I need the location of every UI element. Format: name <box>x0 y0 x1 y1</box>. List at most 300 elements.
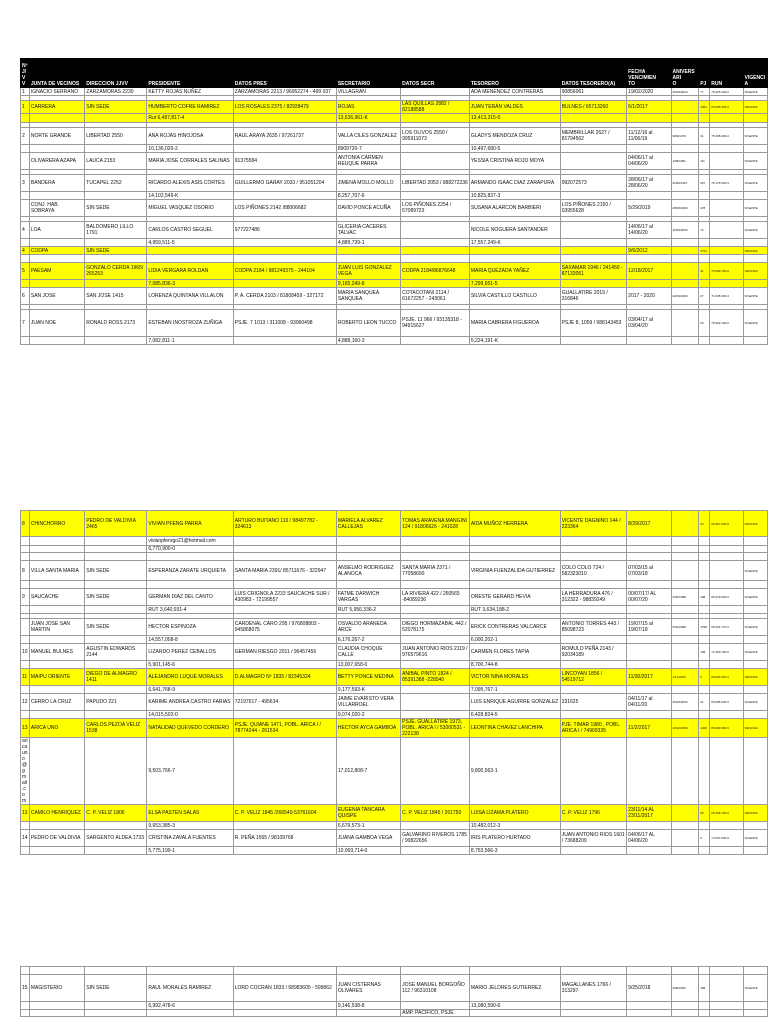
cell-num: 8 <box>21 561 30 581</box>
cell-fecha <box>627 644 671 661</box>
cell-junta <box>29 255 84 263</box>
cell-presidente: LIZARDO PEREZ CEBALLOS <box>147 644 233 661</box>
cell-presidente: MARIA JOSE CORRALES SALINAS <box>147 153 233 170</box>
cell-datos-secr <box>401 192 470 200</box>
cell-direccion <box>85 661 147 669</box>
cell-vigencia: VIGENTE <box>743 830 767 847</box>
cell-fecha <box>627 553 671 561</box>
cell-run <box>710 192 743 200</box>
cell-direccion <box>85 280 147 288</box>
cell-aniversario <box>671 686 699 694</box>
cell-fecha: 5/29/2019 <box>627 200 671 217</box>
cell-direccion: SARGENTO ALDEA 1733 <box>85 830 147 847</box>
cell-datos-tes <box>560 546 626 553</box>
cell-tesorero: ARMANDO ISAAC DIAZ ZARAPURA <box>469 175 560 192</box>
cell-aniversario <box>671 145 699 153</box>
cell-run <box>710 537 743 546</box>
cell-datos-pres: CODPA 2184 / 981249375 - 244104 <box>233 263 336 280</box>
cell-tesorero: CARMEN FLORES TAPIA <box>469 644 560 661</box>
cell-tesorero: IRIS PLATERO HURTADO <box>469 830 560 847</box>
cell-vigencia: VIGENTE <box>743 288 767 305</box>
cell-pj <box>699 114 710 123</box>
cell-tesorero <box>469 967 560 975</box>
col-presidente: PRESIDENTE <box>147 59 233 88</box>
cell-pj <box>699 822 710 830</box>
cell-fecha: 19/07/15 al 19/07/18 <box>627 619 671 636</box>
cell-presidente: 7,085,836-3 <box>147 280 233 288</box>
cell-datos-tes <box>560 847 626 855</box>
col-fecha: FECHA VENCIMIEN TO <box>627 59 671 88</box>
cell-direccion: SIN SEDE <box>85 619 147 636</box>
cell-secretario: VILLAGRAN <box>336 88 400 96</box>
cell-pj: 77 <box>699 88 710 96</box>
cell-direccion: SIN SEDE <box>85 247 147 255</box>
cell-run: 71.605.600-3 <box>710 288 743 305</box>
cell-tesorero: MARIO JELDRES GUTIERREZ <box>469 975 560 1002</box>
cell-vigencia: VIGENTE <box>743 589 767 606</box>
cell-pj: 111 <box>699 153 710 170</box>
cell-tesorero: LUIS ENRIQUE AGUIRRE GONZALEZ <box>469 694 560 711</box>
cell-tesorero: SILVIA CASTILLO CASTILLO <box>469 288 560 305</box>
cell-num: 4 <box>21 247 30 255</box>
cell-aniversario <box>671 581 699 589</box>
cell-datos-secr <box>401 738 470 805</box>
cell-fecha: 9/6/2012 <box>627 247 671 255</box>
cell-direccion: AGUSTIN EDWARDS 2144 <box>85 644 147 661</box>
cell-num: 8 <box>21 511 30 537</box>
cell-datos-tes: SAXAMAR 1946 / 241450 - 87133051 <box>560 263 626 280</box>
cell-junta: LOA <box>29 222 84 239</box>
cell-secretario: 13,636,961-K <box>336 114 400 123</box>
cell-fecha: 28/06/17 al 28/06/20 <box>627 175 671 192</box>
cell-tesorero: 6,428,824-5 <box>469 711 560 719</box>
cell-presidente: 14,102,549-K <box>147 192 233 200</box>
cell-vigencia <box>743 606 767 614</box>
cell-aniversario <box>671 280 699 288</box>
cell-junta: JUAN NOE <box>29 310 84 337</box>
cell-vigencia: VIGENTE <box>743 619 767 636</box>
cell-tesorero: 17,557,249-K <box>469 239 560 247</box>
cell-presidente: 10,136,020-2 <box>147 145 233 153</box>
cell-datos-secr <box>401 581 470 589</box>
cell-secretario: JUAN LUIS GONZALEZ VEGA <box>336 263 400 280</box>
cell-num: 7 <box>21 310 30 337</box>
cell-num <box>21 619 30 636</box>
table-row <box>21 145 768 153</box>
cell-fecha <box>627 636 671 644</box>
cell-vigencia: VIGENTE <box>743 200 767 217</box>
table-row <box>21 1010 768 1017</box>
cell-tesorero: NICOLE NOGUERA SANTANDER <box>469 222 560 239</box>
cell-fecha: 9/25/2018 <box>627 975 671 1002</box>
cell-run: 65.079.500-5 <box>710 589 743 606</box>
cell-run <box>710 581 743 589</box>
cell-datos-secr <box>401 222 470 239</box>
cell-datos-pres <box>233 553 336 561</box>
cell-num: 5 <box>21 263 30 280</box>
cell-junta: SAN JOSE <box>29 288 84 305</box>
table-row <box>21 805 768 822</box>
cell-aniversario <box>671 661 699 669</box>
cell-direccion <box>85 546 147 553</box>
cell-presidente: LIDIA VERGARA ROLDAN <box>147 263 233 280</box>
cell-direccion <box>85 192 147 200</box>
cell-vigencia: VIGENTE <box>743 175 767 192</box>
cell-datos-tes <box>560 239 626 247</box>
cell-tesorero: MARIA CABRERA FIGUEROA <box>469 310 560 337</box>
cell-datos-pres: ARTURO BUITANO 116 / 98497782 - 324613 <box>233 511 336 537</box>
cell-datos-tes <box>560 738 626 805</box>
cell-tesorero: VICTOR NINA MORALES <box>469 669 560 686</box>
cell-pj: 31 <box>699 263 710 280</box>
cell-fecha: 00/07/17/ AL 00/07/20 <box>627 589 671 606</box>
cell-num <box>21 661 30 669</box>
cell-pj <box>699 581 710 589</box>
cell-aniversario: 2/06/1998 <box>671 589 699 606</box>
cell-datos-tes <box>560 606 626 614</box>
cell-datos-tes: 992072573 <box>560 175 626 192</box>
cell-direccion: SIN SEDE <box>85 589 147 606</box>
cell-run <box>710 145 743 153</box>
table-row <box>21 553 768 561</box>
cell-num: 3 <box>21 175 30 192</box>
cell-tesorero <box>469 553 560 561</box>
cell-fecha <box>627 686 671 694</box>
cell-direccion <box>85 847 147 855</box>
cell-num: 6 <box>21 288 30 305</box>
cell-datos-pres <box>233 967 336 975</box>
cell-presidente <box>147 553 233 561</box>
cell-vigencia <box>743 581 767 589</box>
cell-fecha: 11/2/2017 <box>627 719 671 738</box>
cell-presidente: ALEJANDRO LUQUE MORALES <box>147 669 233 686</box>
table-row <box>21 153 768 170</box>
cell-run <box>710 738 743 805</box>
cell-aniversario <box>671 192 699 200</box>
cell-datos-pres: RAUL ARAYA 2635 / 97261737 <box>233 128 336 145</box>
cell-presidente: 9,653,385-3 <box>147 822 233 830</box>
cell-run <box>710 967 743 975</box>
cell-fecha <box>627 337 671 345</box>
cell-fecha: 2017 - 2020 <box>627 288 671 305</box>
cell-direccion <box>85 553 147 561</box>
cell-secretario: 9,177,593-K <box>336 686 400 694</box>
cell-aniversario: 25/05/2020 <box>671 88 699 96</box>
cell-junta <box>29 546 84 553</box>
cell-direccion: LAUCA 2153 <box>85 153 147 170</box>
table-row <box>21 975 768 1002</box>
cell-datos-secr <box>401 280 470 288</box>
cell-datos-secr <box>401 847 470 855</box>
cell-num: 4 <box>21 222 30 239</box>
cell-run: 65.083.980-5 <box>710 719 743 738</box>
cell-tesorero <box>469 1010 560 1017</box>
cell-pj <box>699 711 710 719</box>
cell-num <box>21 280 30 288</box>
cell-vigencia <box>743 1002 767 1010</box>
cell-vigencia <box>743 546 767 553</box>
cell-direccion: SIN SEDE <box>85 561 147 581</box>
cell-fecha <box>627 280 671 288</box>
cell-num <box>21 192 30 200</box>
cell-datos-pres: 977227486 <box>233 222 336 239</box>
cell-datos-pres <box>233 738 336 805</box>
cell-num: 2 <box>21 128 30 145</box>
cell-num <box>21 546 30 553</box>
cell-direccion: LIBERTAD 2550 <box>85 128 147 145</box>
cell-run <box>710 222 743 239</box>
cell-fecha <box>627 967 671 975</box>
cell-aniversario: 2/06/2000 <box>671 975 699 1002</box>
cell-vigencia: VIGENTE <box>743 644 767 661</box>
cell-junta: BANDERA <box>29 175 84 192</box>
cell-tesorero: GLADYS MENDOZA CRUZ <box>469 128 560 145</box>
cell-direccion <box>85 537 147 546</box>
cell-vigencia <box>743 711 767 719</box>
cell-run: 65.406.700-5 <box>710 805 743 822</box>
cell-direccion: PEDRO DE VALDIVIA 2465 <box>85 511 147 537</box>
cell-datos-secr: AMP. PACIFICO, PSJE. <box>401 1010 470 1017</box>
cell-secretario: VALLA CILES GONZALEZ <box>336 128 400 145</box>
cell-presidente: MIGUEL VASQUEZ OSORIO <box>147 200 233 217</box>
cell-junta: IGNACIO SERRANO <box>29 88 84 96</box>
cell-direccion: SAN JOSE 1415 <box>85 288 147 305</box>
cell-tesorero: MARIA QUEZADA YAÑEZ <box>469 263 560 280</box>
cell-junta: SAUCACHE <box>29 589 84 606</box>
cell-datos-pres: D.ALMAGRO Nº 1835 / 82345324 <box>233 669 336 686</box>
cell-secretario: 6,176,267-2 <box>336 636 400 644</box>
cell-vigencia <box>743 337 767 345</box>
cell-secretario: 9,165,249-8 <box>336 280 400 288</box>
cell-tesorero: RUT 3,634,188-2 <box>469 606 560 614</box>
cell-datos-secr <box>401 553 470 561</box>
cell-vigencia: VIGENTE <box>743 153 767 170</box>
cell-pj: 31 <box>699 128 710 145</box>
cell-secretario: ROBERTO LEON TUCCO <box>336 310 400 337</box>
cell-secretario <box>336 581 400 589</box>
cell-vigencia <box>743 822 767 830</box>
table-row <box>21 280 768 288</box>
cell-secretario: 10,069,714-0 <box>336 847 400 855</box>
cell-run <box>710 153 743 170</box>
cell-presidente: RICARDO ALEXIS ASIS CORTES <box>147 175 233 192</box>
cell-aniversario: 22/03/2000 <box>671 288 699 305</box>
table-row <box>21 581 768 589</box>
table-row <box>21 694 768 711</box>
cell-tesorero: VIRGINIA FUENZALIDA GUTIERREZ <box>469 561 560 581</box>
cell-pj: 3 <box>699 830 710 847</box>
cell-aniversario <box>671 511 699 537</box>
cell-datos-tes: BULNES / 65713260 <box>560 101 626 114</box>
cell-datos-secr <box>401 694 470 711</box>
table-row <box>21 288 768 305</box>
cell-aniversario <box>671 101 699 114</box>
cell-aniversario: 9/09/1970 <box>671 128 699 145</box>
cell-vigencia: VIGENTE <box>743 310 767 337</box>
cell-vigencia: VIGENTE <box>743 88 767 96</box>
cell-tesorero: 13,080,590-6 <box>469 1002 560 1010</box>
cell-datos-pres: SANTA MARIA 2391/ 85711676 - 322947 <box>233 561 336 581</box>
table-row <box>21 200 768 217</box>
table-row <box>21 589 768 606</box>
cell-datos-pres <box>233 192 336 200</box>
cell-datos-tes: 90856061 <box>560 88 626 96</box>
cell-datos-pres <box>233 606 336 614</box>
cell-datos-pres <box>233 247 336 255</box>
col-pj: PJ <box>699 59 710 88</box>
cell-pj <box>699 636 710 644</box>
cell-aniversario <box>671 644 699 661</box>
cell-vigencia: VENCIDA <box>743 669 767 686</box>
cell-fecha: 04/06/17 al 04/06/20 <box>627 153 671 170</box>
cell-presidente: RUT 3,640,931-4 <box>147 606 233 614</box>
cell-datos-tes <box>560 192 626 200</box>
table-row <box>21 719 768 738</box>
cell-datos-tes: PSJE 8, 1059 / 988143453 <box>560 310 626 337</box>
cell-direccion: SIN SEDE <box>85 975 147 1002</box>
cell-datos-secr: PSJE. GUALLATIRE 1973, POBL. ARICA I / 53000531 - 222138 <box>401 719 470 738</box>
cell-datos-pres <box>233 546 336 553</box>
cell-datos-pres <box>233 822 336 830</box>
cell-fecha <box>627 1010 671 1017</box>
table-row <box>21 222 768 239</box>
col-run: RUN <box>710 59 743 88</box>
cell-tesorero: 9,800,563-1 <box>469 738 560 805</box>
cell-datos-tes: 231625 <box>560 694 626 711</box>
cell-num <box>21 581 30 589</box>
cell-presidente: 5,775,199-1 <box>147 847 233 855</box>
cell-fecha <box>627 114 671 123</box>
cell-fecha: 11/30/2017 <box>627 669 671 686</box>
table-row <box>21 337 768 345</box>
cell-run <box>710 847 743 855</box>
cell-datos-tes <box>560 711 626 719</box>
cell-presidente: KETTY ROJAS NUÑEZ <box>147 88 233 96</box>
cell-num <box>21 553 30 561</box>
cell-datos-secr <box>401 337 470 345</box>
cell-datos-pres <box>233 1002 336 1010</box>
cell-fecha: 04/06/17 AL 04/06/20 <box>627 830 671 847</box>
cell-presidente <box>147 581 233 589</box>
cell-pj <box>699 1002 710 1010</box>
cell-vigencia: VENCIDA <box>743 101 767 114</box>
table-row <box>21 537 768 546</box>
cell-aniversario <box>671 239 699 247</box>
cell-tesorero: LUISA LIZAMA PLATERO <box>469 805 560 822</box>
cell-vigencia: VIGENTE <box>743 128 767 145</box>
table-row <box>21 847 768 855</box>
cell-presidente: RAUL MORALES RAMIREZ <box>147 975 233 1002</box>
cell-datos-tes <box>560 337 626 345</box>
cell-pj: 128 <box>699 644 710 661</box>
cell-direccion: PAPUDO 221 <box>85 694 147 711</box>
table-row <box>21 661 768 669</box>
cell-presidente: Rut 6,487,817-4 <box>147 114 233 123</box>
cell-secretario: RUT 5,956,336-2 <box>336 606 400 614</box>
cell-datos-tes <box>560 553 626 561</box>
cell-datos-secr: TOMAS ARAVENA MANGINI 124 / 91806626 - 241028 <box>401 511 470 537</box>
cell-tesorero: 13,413,315-5 <box>469 114 560 123</box>
cell-presidente: 9,503,766-7 <box>147 738 233 805</box>
cell-datos-tes: ROMULO PEÑA 2143 / 92034189 <box>560 644 626 661</box>
cell-pj <box>699 1010 710 1017</box>
table-row <box>21 114 768 123</box>
cell-datos-pres: GERMAN RIESGO 2011 / 96457456 <box>233 644 336 661</box>
cell-datos-secr <box>401 661 470 669</box>
cell-run <box>710 822 743 830</box>
cell-datos-pres: R. PEÑA 1565 / 98109768 <box>233 830 336 847</box>
cell-num: 13 <box>21 805 30 822</box>
cell-datos-pres <box>233 581 336 589</box>
cell-presidente: HUMBERTO COFRE RAMIREZ <box>147 101 233 114</box>
cell-junta <box>29 606 84 614</box>
cell-run: 75.179.500-9 <box>710 175 743 192</box>
cell-pj <box>699 661 710 669</box>
cell-presidente <box>147 247 233 255</box>
cell-num <box>21 200 30 217</box>
cell-junta: VILLA SANTA MARIA <box>29 561 84 581</box>
cell-datos-tes <box>560 822 626 830</box>
cell-presidente: 6,992,478-6 <box>147 1002 233 1010</box>
cell-vigencia <box>743 255 767 263</box>
cell-datos-pres <box>233 636 336 644</box>
cell-tesorero: ORESTE GERARD HEVIA <box>469 589 560 606</box>
cell-fecha: 6/1/2017 <box>627 101 671 114</box>
cell-datos-pres <box>233 280 336 288</box>
cell-vigencia <box>743 967 767 975</box>
cell-fecha: 14/06/17 al 14/06/20 <box>627 222 671 239</box>
cell-pj <box>699 967 710 975</box>
cell-aniversario: 1/11/2006 <box>671 669 699 686</box>
cell-pj: 158 <box>699 975 710 1002</box>
cell-run: 75.626.200-6 <box>710 88 743 96</box>
cell-tesorero: 7,095,767-1 <box>469 686 560 694</box>
cell-datos-secr: JOSE MANUEL BORGOÑO 112 / 96310108 <box>401 975 470 1002</box>
cell-num <box>21 239 30 247</box>
cell-datos-tes: LINCOYAN 1856 / 54519712 <box>560 669 626 686</box>
cell-tesorero <box>469 546 560 553</box>
col-aniversario: ANIVERSARI O <box>671 59 699 88</box>
cell-fecha <box>627 537 671 546</box>
cell-num: 12 <box>21 694 30 711</box>
cell-tesorero: 8,753,566-3 <box>469 847 560 855</box>
cell-junta: PAESAM <box>29 263 84 280</box>
cell-num: aricauno@gmail.com <box>22 738 28 804</box>
cell-secretario: JIMENA MOLLO MOLLO <box>336 175 400 192</box>
cell-presidente: VIVIAN PFENG PARRA <box>147 511 233 537</box>
cell-datos-pres <box>233 661 336 669</box>
cell-run <box>710 1002 743 1010</box>
cell-direccion <box>85 145 147 153</box>
cell-num <box>21 255 30 263</box>
cell-pj: 907 <box>699 175 710 192</box>
cell-run <box>710 1010 743 1017</box>
cell-presidente: 6,770,900-0 <box>147 546 233 553</box>
cell-secretario: HECTOR AYCA GAMBOA <box>336 719 400 738</box>
cell-secretario: 17,012,808-7 <box>336 738 400 805</box>
cell-datos-tes <box>560 967 626 975</box>
cell-direccion <box>85 337 147 345</box>
cell-direccion <box>85 606 147 614</box>
cell-fecha: 11/12/16 al 11/06/19 <box>627 128 671 145</box>
cell-num <box>21 686 30 694</box>
cell-junta <box>29 967 84 975</box>
table-row <box>21 511 768 537</box>
cell-datos-tes <box>560 1010 626 1017</box>
cell-datos-secr <box>401 1002 470 1010</box>
cell-vigencia <box>743 847 767 855</box>
cell-datos-secr <box>401 255 470 263</box>
